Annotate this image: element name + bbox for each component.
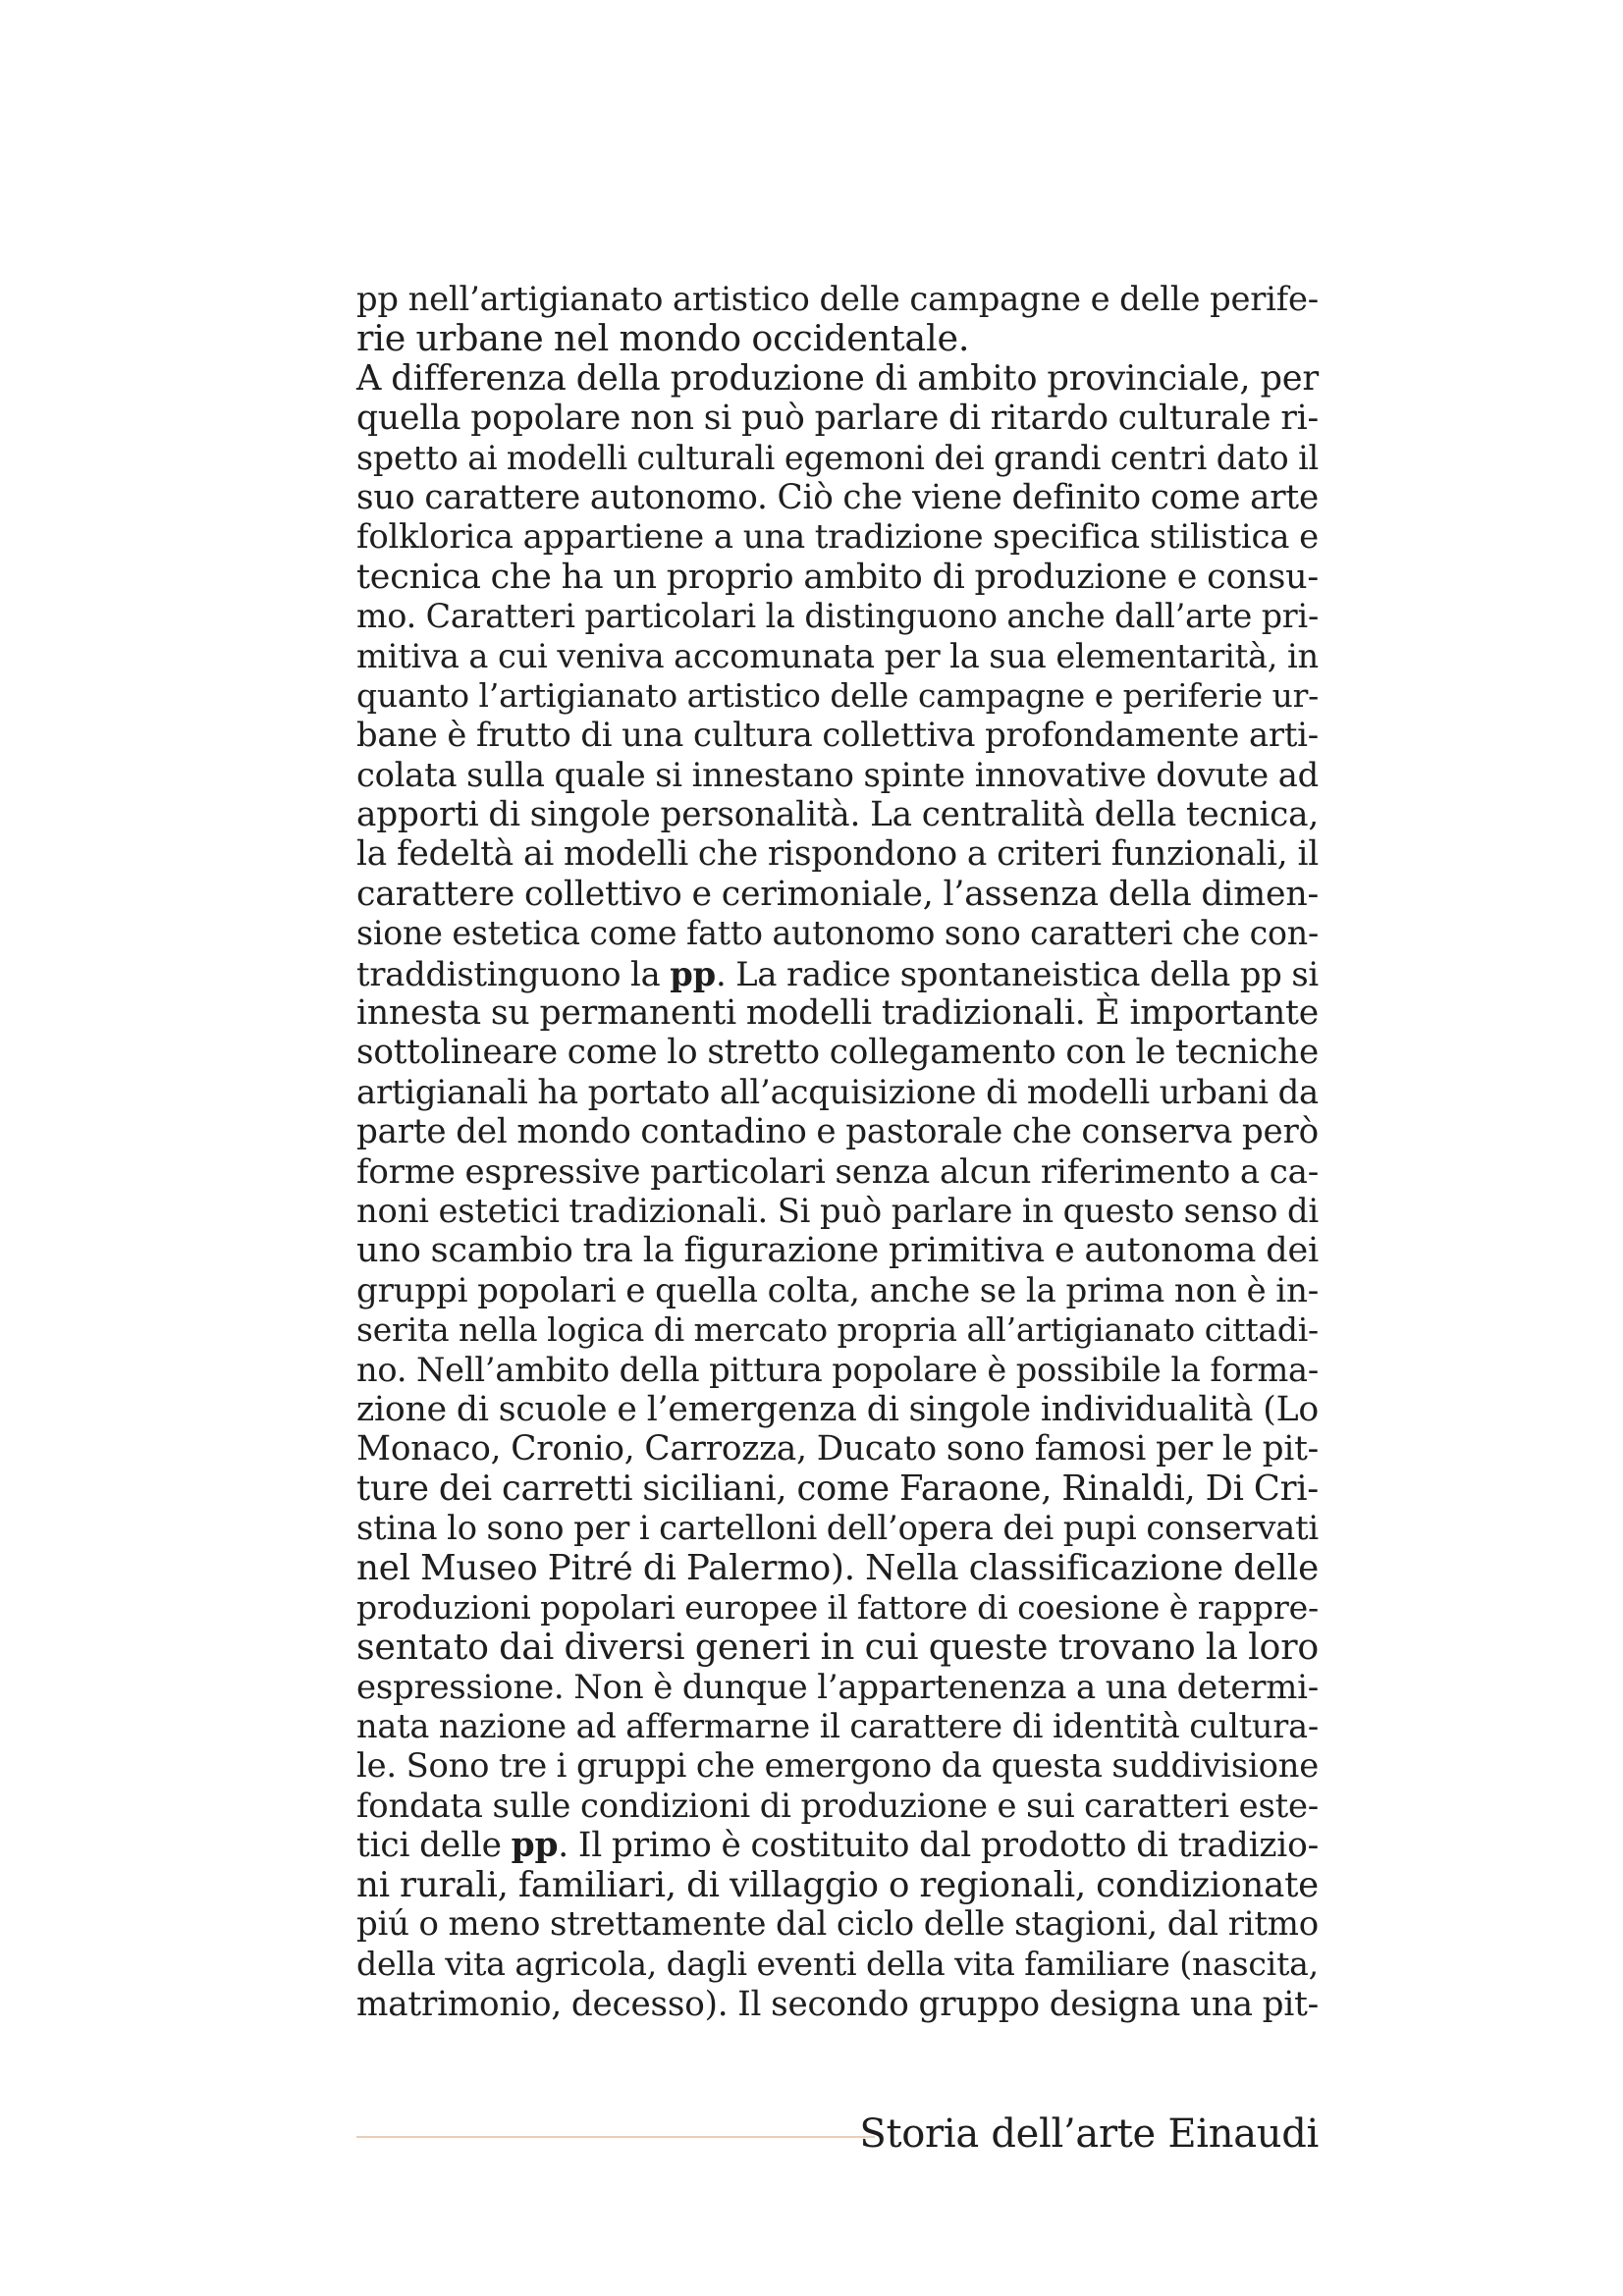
text-line: mo. Caratteri particolari la distinguono anche dall’arte pri-: [356, 597, 1319, 636]
text-line: della vita agricola, dagli eventi della vita familiare (nascita,: [356, 1945, 1319, 1984]
text-line: noni estetici tradizionali. Si può parlare in questo senso di: [356, 1191, 1319, 1230]
text-line: fondata sulle condizioni di produzione e sui caratteri este-: [356, 1786, 1319, 1825]
text-line: suo carattere autonomo. Ciò che viene definito come arte: [356, 477, 1319, 517]
bold-abbreviation: pp: [511, 1826, 559, 1866]
footer-title: Storia dell’arte Einaudi: [859, 2111, 1319, 2157]
text-line: parte del mondo contadino e pastorale che conserva però: [356, 1112, 1319, 1152]
text-line: espressione. Non è dunque l’appartenenza a una determi-: [356, 1667, 1319, 1706]
text-line: A differenza della produzione di ambito provinciale, per: [356, 357, 1319, 399]
text-line: gruppi popolari e quella colta, anche se la prima non è in-: [356, 1270, 1319, 1310]
text-line: quanto l’artigianato artistico delle campagne e periferie ur-: [356, 675, 1319, 715]
text-line: traddistinguono la pp. La radice spontaneistica della pp si: [356, 953, 1319, 993]
text-line: sione estetica come fatto autonomo sono caratteri che con-: [356, 914, 1319, 953]
text-line: nata nazione ad affermarne il carattere di identità cultura-: [356, 1707, 1319, 1746]
text-line: tici delle pp. Il primo è costituito dal prodotto di tradizio-: [356, 1826, 1319, 1866]
text-line: no. Nell’ambito della pittura popolare è possibile la forma-: [356, 1350, 1319, 1389]
footer-rule: [356, 2136, 875, 2138]
text-line: sentato dai diversi generi in cui queste trovano la loro: [356, 1626, 1319, 1669]
text-line: stina lo sono per i cartelloni dell’opera dei pupi conservati: [356, 1509, 1319, 1548]
body-text: [356, 280, 1319, 2024]
text-line: innesta su permanenti modelli tradizionali. È importante: [356, 993, 1319, 1034]
text-line: artigianali ha portato all’acquisizione di modelli urbani da: [356, 1072, 1319, 1111]
text-line: spetto ai modelli culturali egemoni dei grandi centri dato il: [356, 438, 1319, 477]
text-line: folklorica appartiene a una tradizione specifica stilistica e: [356, 517, 1319, 557]
text-line: matrimonio, decesso). Il secondo gruppo designa una pit-: [356, 1984, 1319, 2024]
text-line: rie urbane nel mondo occidentale.: [356, 317, 970, 360]
text-line: pp nell’artigianato artistico delle campagne e delle perife-: [356, 280, 1319, 318]
text-line: serita nella logica di mercato propria all’artigianato cittadi-: [356, 1310, 1319, 1350]
text-line: quella popolare non si può parlare di ritardo culturale ri-: [356, 399, 1319, 439]
text-line: le. Sono tre i gruppi che emergono da questa suddivisione: [356, 1746, 1319, 1786]
text-line: ture dei carretti siciliani, come Faraone, Rinaldi, Di Cri-: [356, 1468, 1319, 1509]
text-line: nel Museo Pitré di Palermo). Nella classificazione delle: [356, 1547, 1319, 1588]
text-line: mitiva a cui veniva accomunata per la sua elementarità, in: [356, 636, 1319, 675]
text-line: sottolineare come lo stretto collegamento con le tecniche: [356, 1033, 1319, 1073]
text-line: produzioni popolari europee il fattore di coesione è rappre-: [356, 1587, 1319, 1627]
text-line: ni rurali, familiari, di villaggio o regionali, condizionate: [356, 1864, 1319, 1905]
text-line: apporti di singole personalità. La centralità della tecnica,: [356, 795, 1319, 835]
text-line: forme espressive particolari senza alcun riferimento a ca-: [356, 1151, 1319, 1192]
text-line: tecnica che ha un proprio ambito di produzione e consu-: [356, 557, 1319, 597]
text-line: bane è frutto di una cultura collettiva profondamente arti-: [356, 716, 1319, 755]
text-line: la fedeltà ai modelli che rispondono a criteri funzionali, il: [356, 834, 1319, 875]
text-line: Monaco, Cronio, Carrozza, Ducato sono famosi per le pit-: [356, 1429, 1319, 1469]
text-line: zione di scuole e l’emergenza di singole individualità (Lo: [356, 1389, 1319, 1429]
bold-abbreviation: pp: [670, 953, 716, 993]
text-line: carattere collettivo e cerimoniale, l’assenza della dimen-: [356, 874, 1319, 914]
text-line: uno scambio tra la figurazione primitiva e autonoma dei: [356, 1230, 1319, 1271]
text-line: colata sulla quale si innestano spinte innovative dovute ad: [356, 755, 1319, 794]
text-line: piú o meno strettamente dal ciclo delle stagioni, dal ritmo: [356, 1905, 1319, 1945]
